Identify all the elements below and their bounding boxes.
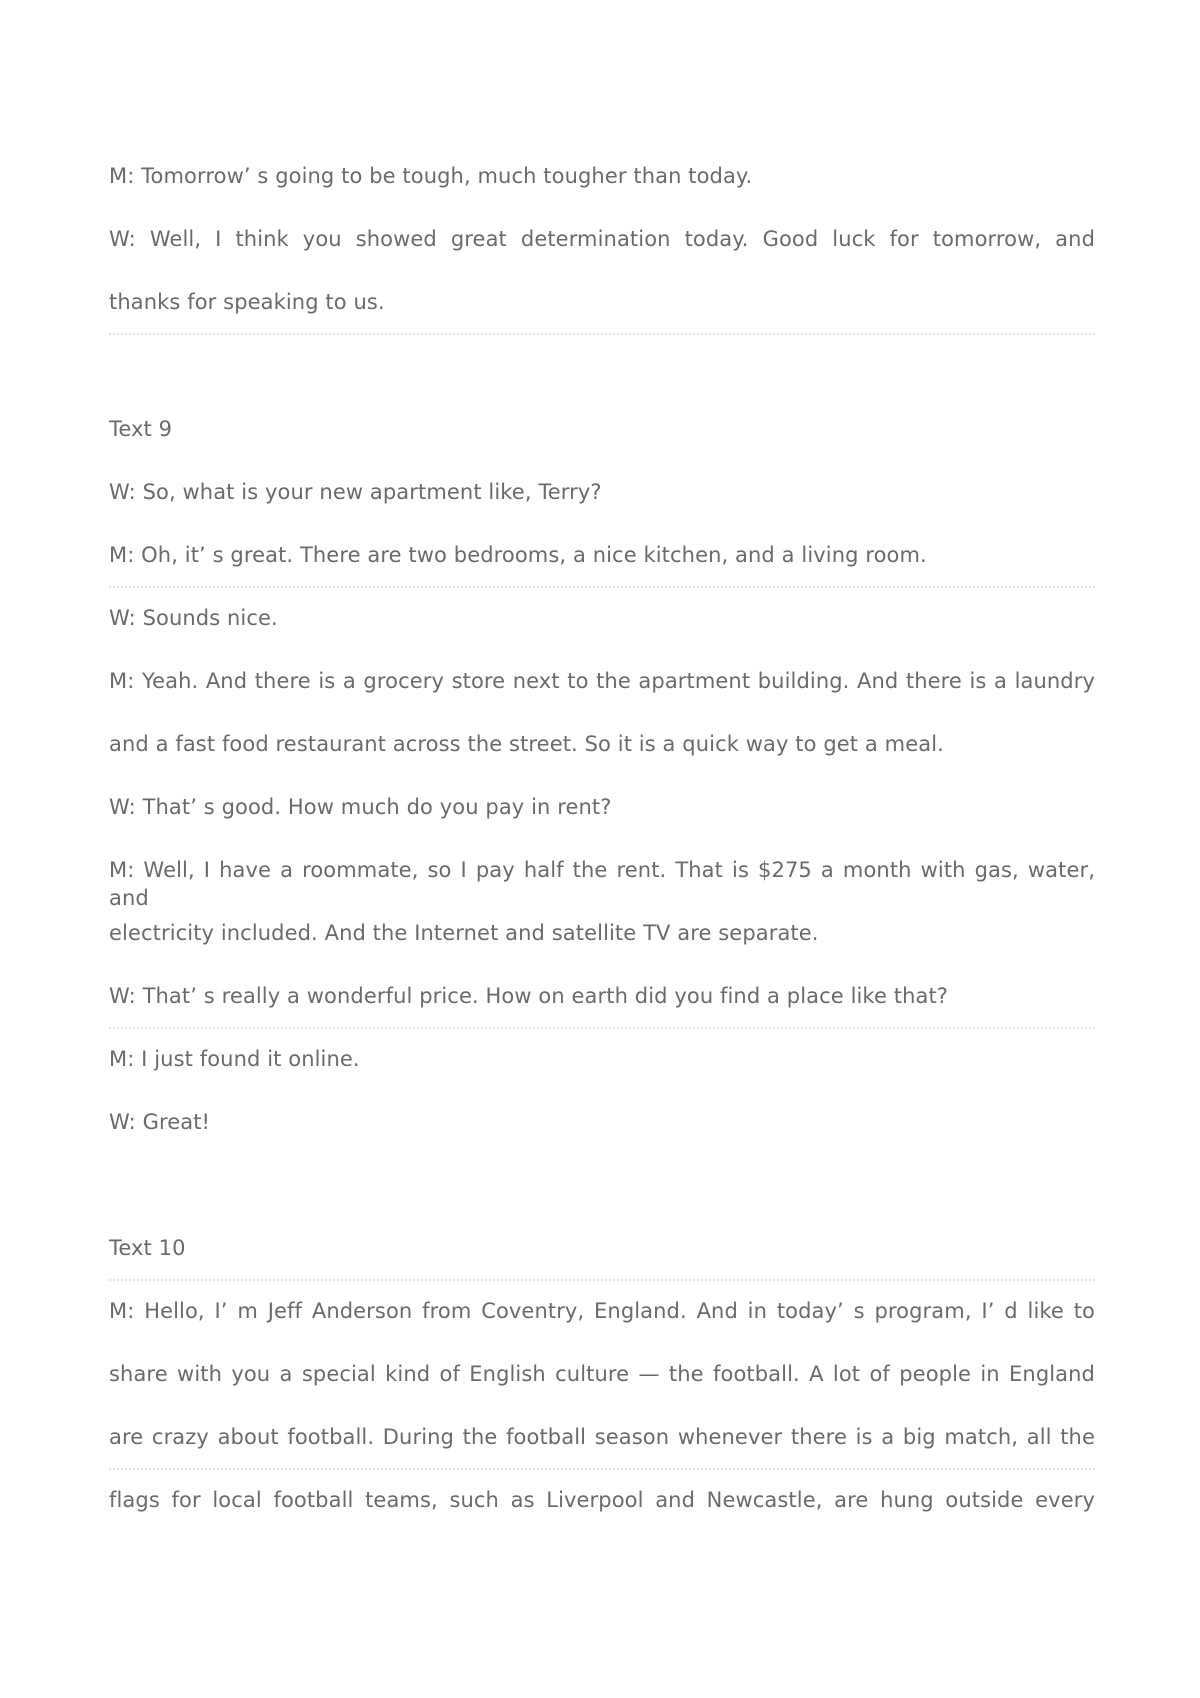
- dotted-divider: [109, 333, 1095, 335]
- dotted-divider: [109, 1027, 1095, 1029]
- text-line: M: I just found it online.: [109, 1047, 360, 1071]
- text-line: share with you a special kind of English culture — the football. A lot of people in England: [109, 1362, 1095, 1386]
- section-heading: Text 9: [109, 417, 173, 441]
- text-line: thanks for speaking to us.: [109, 290, 385, 314]
- dotted-divider: [109, 1279, 1095, 1281]
- text-line: M: Hello, I’ m Jeff Anderson from Coventry, England. And in today’ s program, I’ d like to: [109, 1299, 1095, 1323]
- dotted-divider: [109, 1468, 1095, 1470]
- text-line: W: Well, I think you showed great determination today. Good luck for tomorrow, and: [109, 227, 1095, 251]
- text-line: M: Well, I have a roommate, so I pay half the rent. That is $275 a month with gas, water, and: [109, 858, 1095, 910]
- text-line: W: That’ s really a wonderful price. How on earth did you find a place like that?: [109, 984, 949, 1008]
- text-line: M: Yeah. And there is a grocery store next to the apartment building. And there is a laundry: [109, 669, 1095, 693]
- text-line: flags for local football teams, such as Liverpool and Newcastle, are hung outside every: [109, 1488, 1095, 1512]
- text-line: M: Tomorrow’ s going to be tough, much tougher than today.: [109, 164, 753, 188]
- text-line: M: Oh, it’ s great. There are two bedrooms, a nice kitchen, and a living room.: [109, 543, 927, 567]
- text-line: electricity included. And the Internet and satellite TV are separate.: [109, 921, 819, 945]
- text-line: W: Sounds nice.: [109, 606, 278, 630]
- text-line: and a fast food restaurant across the street. So it is a quick way to get a meal.: [109, 732, 944, 756]
- text-line: W: So, what is your new apartment like, Terry?: [109, 480, 602, 504]
- text-line: W: Great!: [109, 1110, 211, 1134]
- text-line: are crazy about football. During the football season whenever there is a big match, all the: [109, 1425, 1095, 1449]
- text-line: W: That’ s good. How much do you pay in rent?: [109, 795, 612, 819]
- section-heading: Text 10: [109, 1236, 186, 1260]
- dotted-divider: [109, 586, 1095, 588]
